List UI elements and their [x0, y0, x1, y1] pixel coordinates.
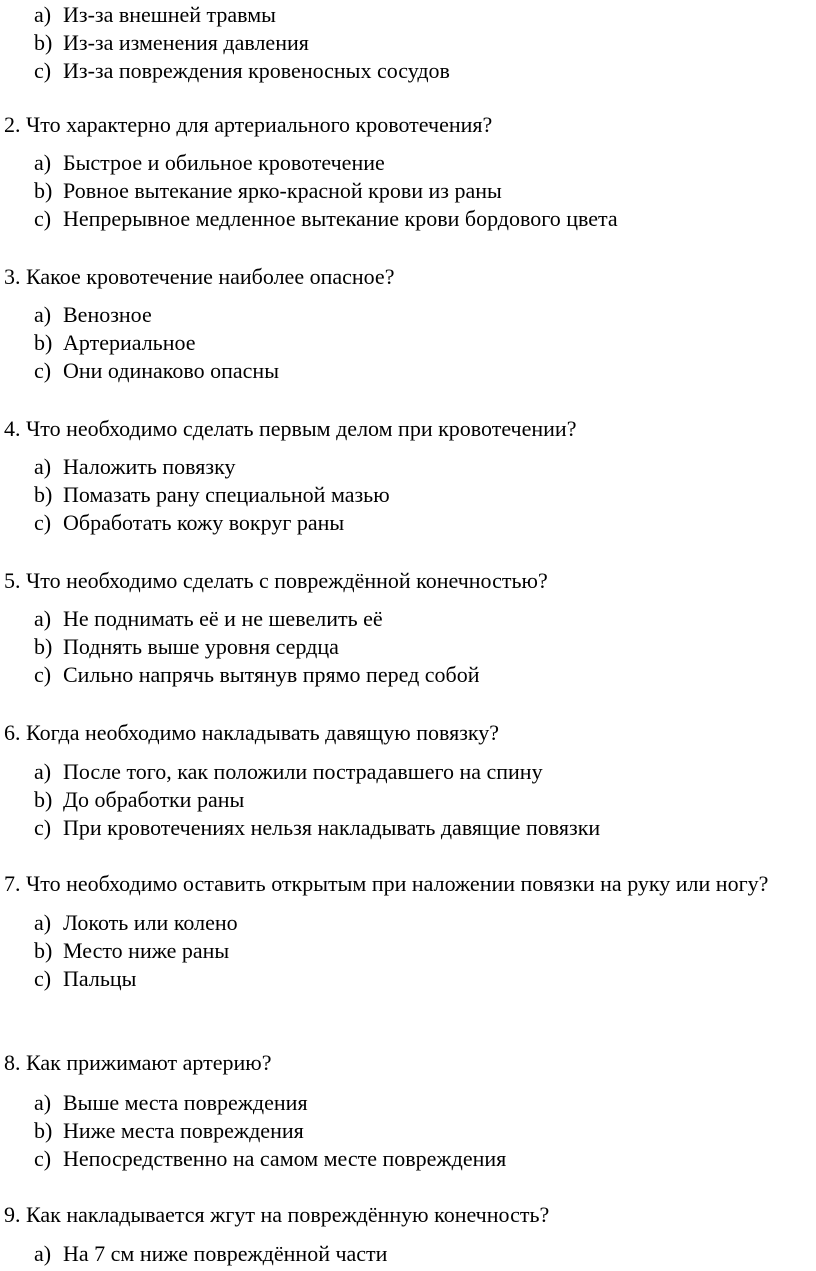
question-8 — [4, 1049, 804, 1173]
option-c — [4, 965, 804, 993]
option-b — [4, 29, 804, 57]
option-text: Из-за внешней травмы — [63, 2, 276, 27]
question-text: 9. Как накладывается жгут на повреждённую конечность? — [4, 1202, 550, 1227]
option-text: Из-за повреждения кровеносных сосудов — [63, 58, 450, 83]
option-letter: b) — [34, 330, 53, 355]
option-c — [4, 814, 804, 842]
option-c — [4, 509, 804, 537]
option-text: Из-за изменения давления — [63, 30, 309, 55]
option-letter: c) — [34, 206, 52, 231]
option-text: Выше места повреждения — [63, 1090, 308, 1115]
option-letter: c) — [34, 510, 52, 535]
option-a — [4, 1, 804, 29]
option-text: Локоть или колено — [63, 910, 238, 935]
options-list — [4, 909, 804, 993]
option-letter: a) — [34, 454, 52, 479]
option-b — [4, 177, 804, 205]
options-list — [4, 1240, 804, 1268]
option-text: Помазать рану специальной мазью — [63, 482, 390, 507]
option-a — [4, 1240, 804, 1268]
option-letter: c) — [34, 1146, 52, 1171]
option-c — [4, 57, 804, 85]
option-letter: b) — [34, 178, 53, 203]
option-text: Ниже места повреждения — [63, 1118, 304, 1143]
option-a — [4, 758, 804, 786]
option-letter: a) — [34, 759, 52, 784]
question-text: 2. Что характерно для артериального кровотечения? — [4, 112, 493, 137]
question-text: 8. Как прижимают артерию? — [4, 1050, 272, 1075]
option-text: Поднять выше уровня сердца — [63, 634, 339, 659]
question-text: 5. Что необходимо сделать с повреждённой конечностью? — [4, 568, 548, 593]
option-letter: c) — [34, 58, 52, 83]
option-text: Они одинаково опасны — [63, 358, 279, 383]
option-letter: c) — [34, 358, 52, 383]
option-text: Не поднимать её и не шевелить её — [63, 606, 383, 631]
option-text: Непосредственно на самом месте повреждения — [63, 1146, 507, 1171]
option-c — [4, 661, 804, 689]
option-a — [4, 605, 804, 633]
option-b — [4, 937, 804, 965]
option-text: Венозное — [63, 302, 152, 327]
option-letter: a) — [34, 606, 52, 631]
options-list — [4, 1, 804, 85]
question-text: 3. Какое кровотечение наиболее опасное? — [4, 264, 395, 289]
option-a — [4, 149, 804, 177]
option-text: Артериальное — [63, 330, 196, 355]
question-7 — [4, 870, 804, 993]
options-list — [4, 301, 804, 385]
option-b — [4, 633, 804, 661]
option-text: Место ниже раны — [63, 938, 230, 963]
option-text: При кровотечениях нельзя накладывать давящие повязки — [63, 815, 601, 840]
question-text: 4. Что необходимо сделать первым делом при кровотечении? — [4, 416, 577, 441]
option-letter: c) — [34, 815, 52, 840]
option-b — [4, 481, 804, 509]
question-1-continuation — [4, 1, 804, 85]
option-letter: b) — [34, 634, 53, 659]
option-letter: a) — [34, 2, 52, 27]
option-text: До обработки раны — [63, 787, 245, 812]
question-5 — [4, 567, 804, 689]
option-text: Пальцы — [63, 966, 137, 991]
question-9 — [4, 1201, 804, 1268]
options-list — [4, 758, 804, 842]
option-text: Непрерывное медленное вытекание крови бордового цвета — [63, 206, 618, 231]
option-text: На 7 см ниже повреждённой части — [63, 1241, 388, 1266]
question-6 — [4, 719, 804, 842]
option-b — [4, 1117, 804, 1145]
question-2 — [4, 111, 804, 233]
option-letter: a) — [34, 910, 52, 935]
option-c — [4, 205, 804, 233]
option-letter: a) — [34, 150, 52, 175]
option-letter: b) — [34, 787, 53, 812]
option-b — [4, 329, 804, 357]
question-text: 6. Когда необходимо накладывать давящую повязку? — [4, 720, 500, 745]
options-list — [4, 149, 804, 233]
option-a — [4, 301, 804, 329]
question-text: 7. Что необходимо оставить открытым при наложении повязки на руку или ногу? — [4, 871, 769, 896]
option-letter: a) — [34, 1090, 52, 1115]
option-letter: b) — [34, 938, 53, 963]
option-text: После того, как положили пострадавшего на спину — [63, 759, 543, 784]
option-b — [4, 786, 804, 814]
option-letter: b) — [34, 1118, 53, 1143]
option-letter: b) — [34, 30, 53, 55]
option-c — [4, 1145, 804, 1173]
option-a — [4, 909, 804, 937]
options-list — [4, 453, 804, 537]
option-text: Быстрое и обильное кровотечение — [63, 150, 385, 175]
option-a — [4, 1089, 804, 1117]
option-letter: a) — [34, 302, 52, 327]
option-letter: c) — [34, 966, 52, 991]
options-list — [4, 1089, 804, 1173]
options-list — [4, 605, 804, 689]
option-text: Ровное вытекание ярко-красной крови из раны — [63, 178, 502, 203]
option-c — [4, 357, 804, 385]
option-letter: b) — [34, 482, 53, 507]
option-text: Сильно напрячь вытянув прямо перед собой — [63, 662, 480, 687]
question-3 — [4, 263, 804, 385]
option-a — [4, 453, 804, 481]
option-text: Наложить повязку — [63, 454, 236, 479]
question-4 — [4, 415, 804, 537]
option-letter: c) — [34, 662, 52, 687]
option-text: Обработать кожу вокруг раны — [63, 510, 345, 535]
option-letter: a) — [34, 1241, 52, 1266]
